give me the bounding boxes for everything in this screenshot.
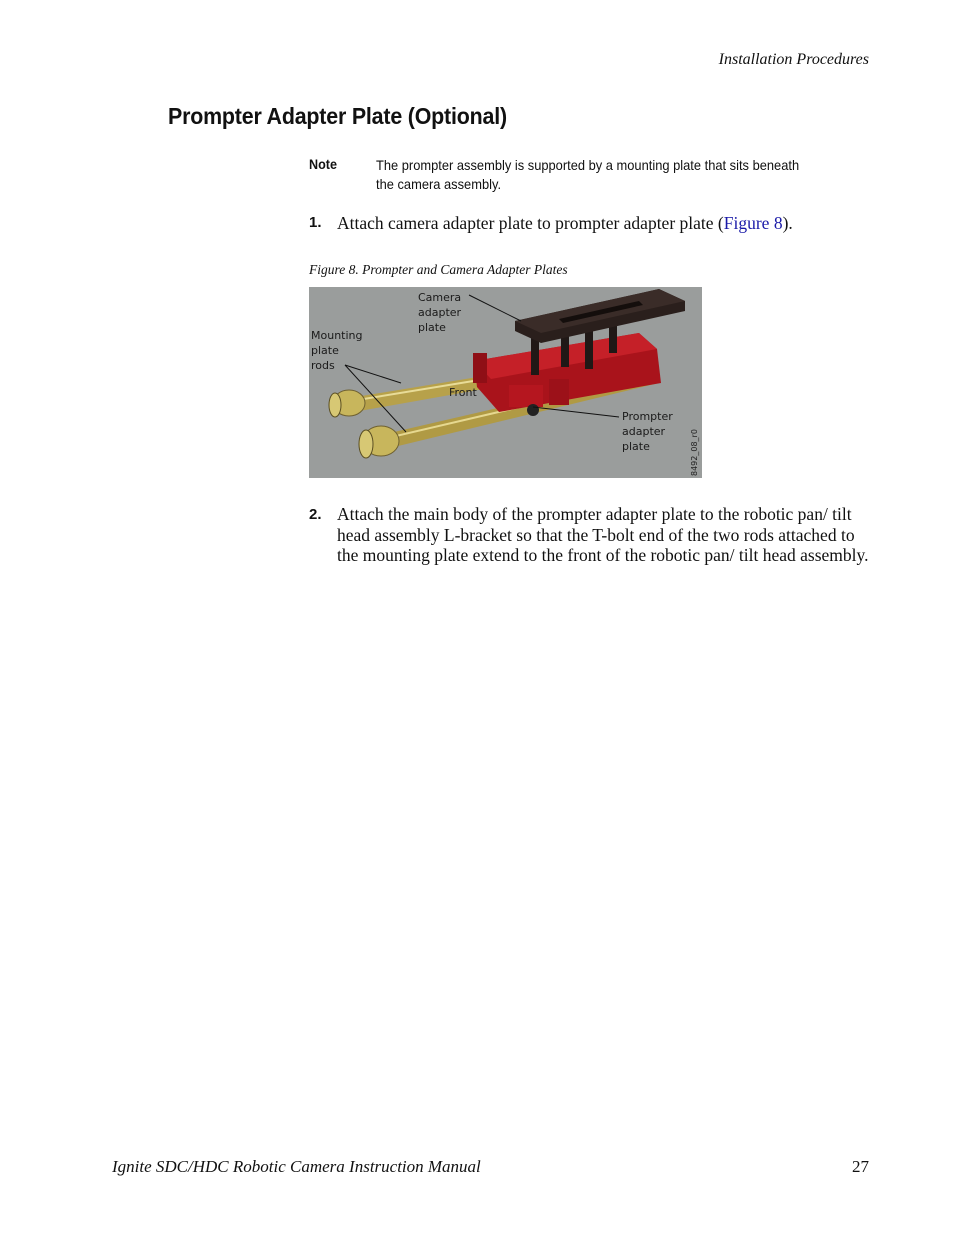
step-1-text-after: ). — [782, 213, 793, 233]
label-front: Front — [449, 386, 477, 399]
figure-8-link[interactable]: Figure 8 — [723, 213, 783, 233]
note-text: The prompter assembly is supported by a mounting plate that sits beneath the camera assembly. — [376, 157, 800, 192]
step-2-number: 2. — [309, 506, 322, 523]
section-title: Prompter Adapter Plate (Optional) — [168, 103, 507, 129]
note-label: Note — [309, 156, 338, 172]
step-2-text: Attach the main body of the prompter adapter plate to the robotic pan/ tilt head assembly L-bracket so that the T-bolt end of the two rods attached to the mounting plate extend to the front of the robotic pan/ tilt head assembly. — [337, 504, 869, 565]
page-number: 27 — [852, 1157, 869, 1176]
figure-8-image — [309, 287, 702, 478]
step-1-text-before: Attach camera adapter plate to prompter adapter plate ( — [337, 213, 724, 233]
label-prompter-adapter-plate: Prompter adapter plate — [622, 410, 673, 453]
step-1-text — [337, 213, 877, 234]
step-1-number: 1. — [309, 214, 322, 231]
running-head: Installation Procedures — [718, 51, 869, 68]
figure-caption: Figure 8. Prompter and Camera Adapter Plates — [309, 262, 568, 277]
label-camera-adapter-plate: Camera adapter plate — [418, 291, 462, 334]
footer-manual-title: Ignite SDC/HDC Robotic Camera Instruction Manual — [112, 1157, 481, 1176]
figure-id: 8492_08_r0 — [690, 429, 699, 476]
label-mounting-plate-rods: Mounting plate rods — [311, 329, 363, 372]
